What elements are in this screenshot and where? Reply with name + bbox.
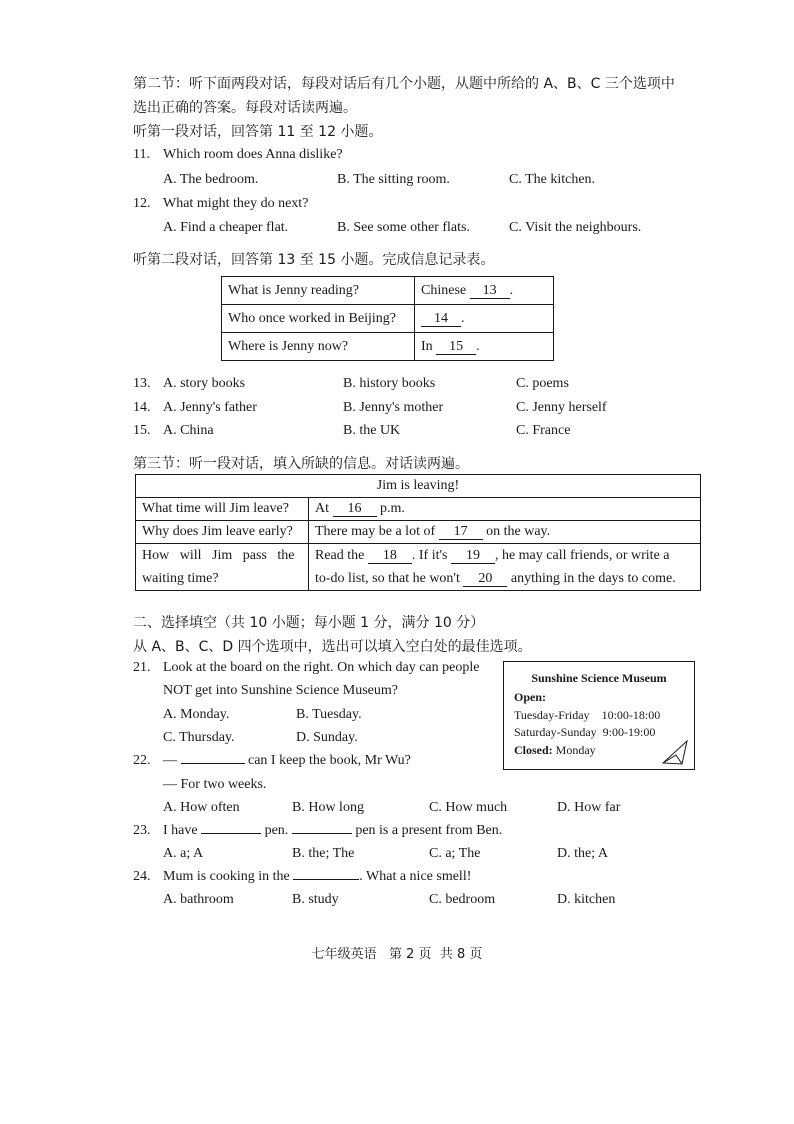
q13-number: 13. <box>133 376 151 391</box>
dialog1-intro: 听第一段对话，回答第 11 至 12 小题。 <box>133 124 383 140</box>
table-row <box>222 277 554 305</box>
q14-option-b: B. Jenny's mother <box>343 400 444 415</box>
q21-option-c: C. Thursday. <box>163 730 235 745</box>
info-record-table <box>221 276 554 361</box>
q23-number: 23. <box>133 823 151 838</box>
info-answer-post: . <box>461 310 465 326</box>
answer-blank-17[interactable]: 17 <box>439 525 483 540</box>
jim-leaving-table <box>135 474 701 591</box>
q22-option-d: D. How far <box>557 800 621 815</box>
q15-option-a: A. China <box>163 423 214 438</box>
q22-option-c: C. How much <box>429 800 508 815</box>
museum-row2-days: Saturday-Sunday <box>514 725 597 739</box>
q22-option-a: A. How often <box>163 800 240 815</box>
answer-blank-15[interactable]: 15 <box>436 340 476 355</box>
q15-option-b: B. the UK <box>343 423 401 438</box>
q15-number: 15. <box>133 423 151 438</box>
section2-heading-line2: 选出正确的答案。每段对话读两遍。 <box>133 100 357 116</box>
q24-blank[interactable] <box>293 879 359 880</box>
q23-option-b: B. the; The <box>292 846 355 861</box>
q24-option-c: C. bedroom <box>429 892 496 907</box>
jim-answer <box>309 521 701 544</box>
q11-number: 11. <box>133 147 150 162</box>
info-answer-post: . <box>509 282 514 298</box>
q21-number: 21. <box>133 660 151 675</box>
q11-option-b: B. The sitting room. <box>337 172 450 187</box>
q23-option-d: D. the; A <box>557 846 608 861</box>
q24-stem <box>163 869 471 885</box>
q12-option-b: B. See some other flats. <box>337 220 470 235</box>
q12-option-a: A. Find a cheaper flat. <box>163 220 289 235</box>
museum-hours-row1 <box>514 708 660 723</box>
table-row <box>222 305 554 333</box>
q22-stem <box>163 753 411 769</box>
q23-pre: I have <box>163 823 198 838</box>
q23-blank-1[interactable] <box>201 833 261 834</box>
jim-answer-post: p.m. <box>380 501 405 516</box>
q21-option-d: D. Sunday. <box>296 730 358 745</box>
jim-question-line1: How will Jim pass the <box>142 548 295 563</box>
q13-option-b: B. history books <box>343 376 436 391</box>
museum-hours-row2 <box>514 725 655 740</box>
museum-row1-time: 10:00-18:00 <box>601 708 661 722</box>
q22-option-b: B. How long <box>292 800 364 815</box>
answer-blank-13[interactable]: 13 <box>470 284 510 299</box>
jim-answer <box>309 544 701 591</box>
q21-line1: Look at the board on the right. On which day can people <box>163 660 480 675</box>
q21-option-b: B. Tuesday. <box>296 707 362 722</box>
jim-answer-mid: . If it's <box>411 548 448 563</box>
table-row <box>136 544 701 591</box>
q22-blank[interactable] <box>181 763 245 764</box>
section2-heading-line1: 第二节：听下面两段对话，每段对话后有几个小题，从题中所给的 A、B、C 三个选项中 <box>133 76 675 92</box>
table-row <box>136 521 701 544</box>
q14-option-a: A. Jenny's father <box>163 400 257 415</box>
q12-option-c: C. Visit the neighbours. <box>509 220 642 235</box>
q21-option-a: A. Monday. <box>163 707 230 722</box>
museum-closed-row <box>514 743 596 758</box>
answer-blank-18[interactable]: 18 <box>368 549 412 564</box>
q24-option-a: A. bathroom <box>163 892 234 907</box>
q21-line2: NOT get into Sunshine Science Museum? <box>163 683 398 698</box>
info-answer <box>415 277 554 305</box>
jim-question <box>136 544 309 591</box>
jim-question: Why does Jim leave early? <box>136 521 309 544</box>
table-row <box>136 475 701 498</box>
answer-blank-20[interactable]: 20 <box>463 572 507 587</box>
jim-question: What time will Jim leave? <box>136 498 309 521</box>
jim-answer-post: on the way. <box>486 524 551 539</box>
museum-closed-label: Closed: <box>514 743 553 757</box>
q24-option-b: B. study <box>292 892 339 907</box>
page-footer: 七年级英语 第 2 页 共 8 页 <box>311 947 483 962</box>
q23-stem <box>163 823 502 839</box>
table-row <box>222 333 554 361</box>
answer-blank-14[interactable]: 14 <box>421 312 461 327</box>
q22-number: 22. <box>133 753 151 768</box>
info-question: Who once worked in Beijing? <box>222 305 415 333</box>
q24-number: 24. <box>133 869 151 884</box>
section3-heading: 第三节：听一段对话，填入所缺的信息。对话读两遍。 <box>133 456 469 472</box>
q24-pre: Mum is cooking in the <box>163 869 290 884</box>
table-row <box>136 498 701 521</box>
q23-mid: pen. <box>264 823 289 838</box>
jim-answer-pre: At <box>315 501 329 516</box>
info-question: What is Jenny reading? <box>222 277 415 305</box>
q11-stem: Which room does Anna dislike? <box>163 147 343 162</box>
q23-blank-2[interactable] <box>292 833 352 834</box>
museum-open-label: Open: <box>514 690 547 704</box>
info-answer-post: . <box>476 338 480 354</box>
jim-answer-pre: There may be a lot of <box>315 524 436 539</box>
q11-option-a: A. The bedroom. <box>163 172 259 187</box>
q13-option-c: C. poems <box>516 376 569 391</box>
jim-answer-line2-post: anything in the days to come. <box>510 571 676 586</box>
jim-answer-pre: Read the <box>315 548 365 563</box>
info-answer <box>415 333 554 361</box>
answer-blank-19[interactable]: 19 <box>451 549 495 564</box>
jim-answer-post: , he may call friends, or write a <box>494 548 670 563</box>
museum-row1-days: Tuesday-Friday <box>514 708 590 722</box>
part2-instruction: 从 A、B、C、D 四个选项中，选出可以填入空白处的最佳选项。 <box>133 639 532 655</box>
q14-option-c: C. Jenny herself <box>516 400 607 415</box>
q11-option-c: C. The kitchen. <box>509 172 596 187</box>
jim-answer <box>309 498 701 521</box>
part2-heading: 二、选择填空（共 10 小题；每小题 1 分，满分 10 分） <box>133 615 485 631</box>
info-answer-pre: In <box>421 338 433 354</box>
q23-post: pen is a present from Ben. <box>355 823 503 838</box>
q13-option-a: A. story books <box>163 376 246 391</box>
info-answer <box>415 305 554 333</box>
jim-question-line2: waiting time? <box>142 571 219 586</box>
q15-option-c: C. France <box>516 423 571 438</box>
table-title: Jim is leaving! <box>136 475 701 498</box>
info-question: Where is Jenny now? <box>222 333 415 361</box>
museum-notice-board <box>503 661 695 770</box>
q23-option-a: A. a; A <box>163 846 204 861</box>
info-answer-pre: Chinese <box>421 282 467 298</box>
q23-option-c: C. a; The <box>429 846 481 861</box>
museum-title: Sunshine Science Museum <box>531 671 667 685</box>
q12-number: 12. <box>133 196 151 211</box>
q24-option-d: D. kitchen <box>557 892 616 907</box>
museum-row2-time: 9:00-19:00 <box>602 725 656 739</box>
q24-post: . What a nice smell! <box>359 869 472 884</box>
dialog2-intro: 听第二段对话，回答第 13 至 15 小题。完成信息记录表。 <box>133 252 495 268</box>
museum-closed-day: Monday <box>555 743 596 757</box>
q22-stem-text: can I keep the book, Mr Wu? <box>248 753 411 768</box>
q12-stem: What might they do next? <box>163 196 309 211</box>
answer-blank-16[interactable]: 16 <box>333 502 377 517</box>
folded-corner-icon <box>660 737 690 767</box>
q22-reply: — For two weeks. <box>163 777 267 792</box>
q22-dash: — <box>163 753 177 768</box>
jim-answer-line2-pre: to-do list, so that he won't <box>315 571 460 586</box>
q14-number: 14. <box>133 400 151 415</box>
